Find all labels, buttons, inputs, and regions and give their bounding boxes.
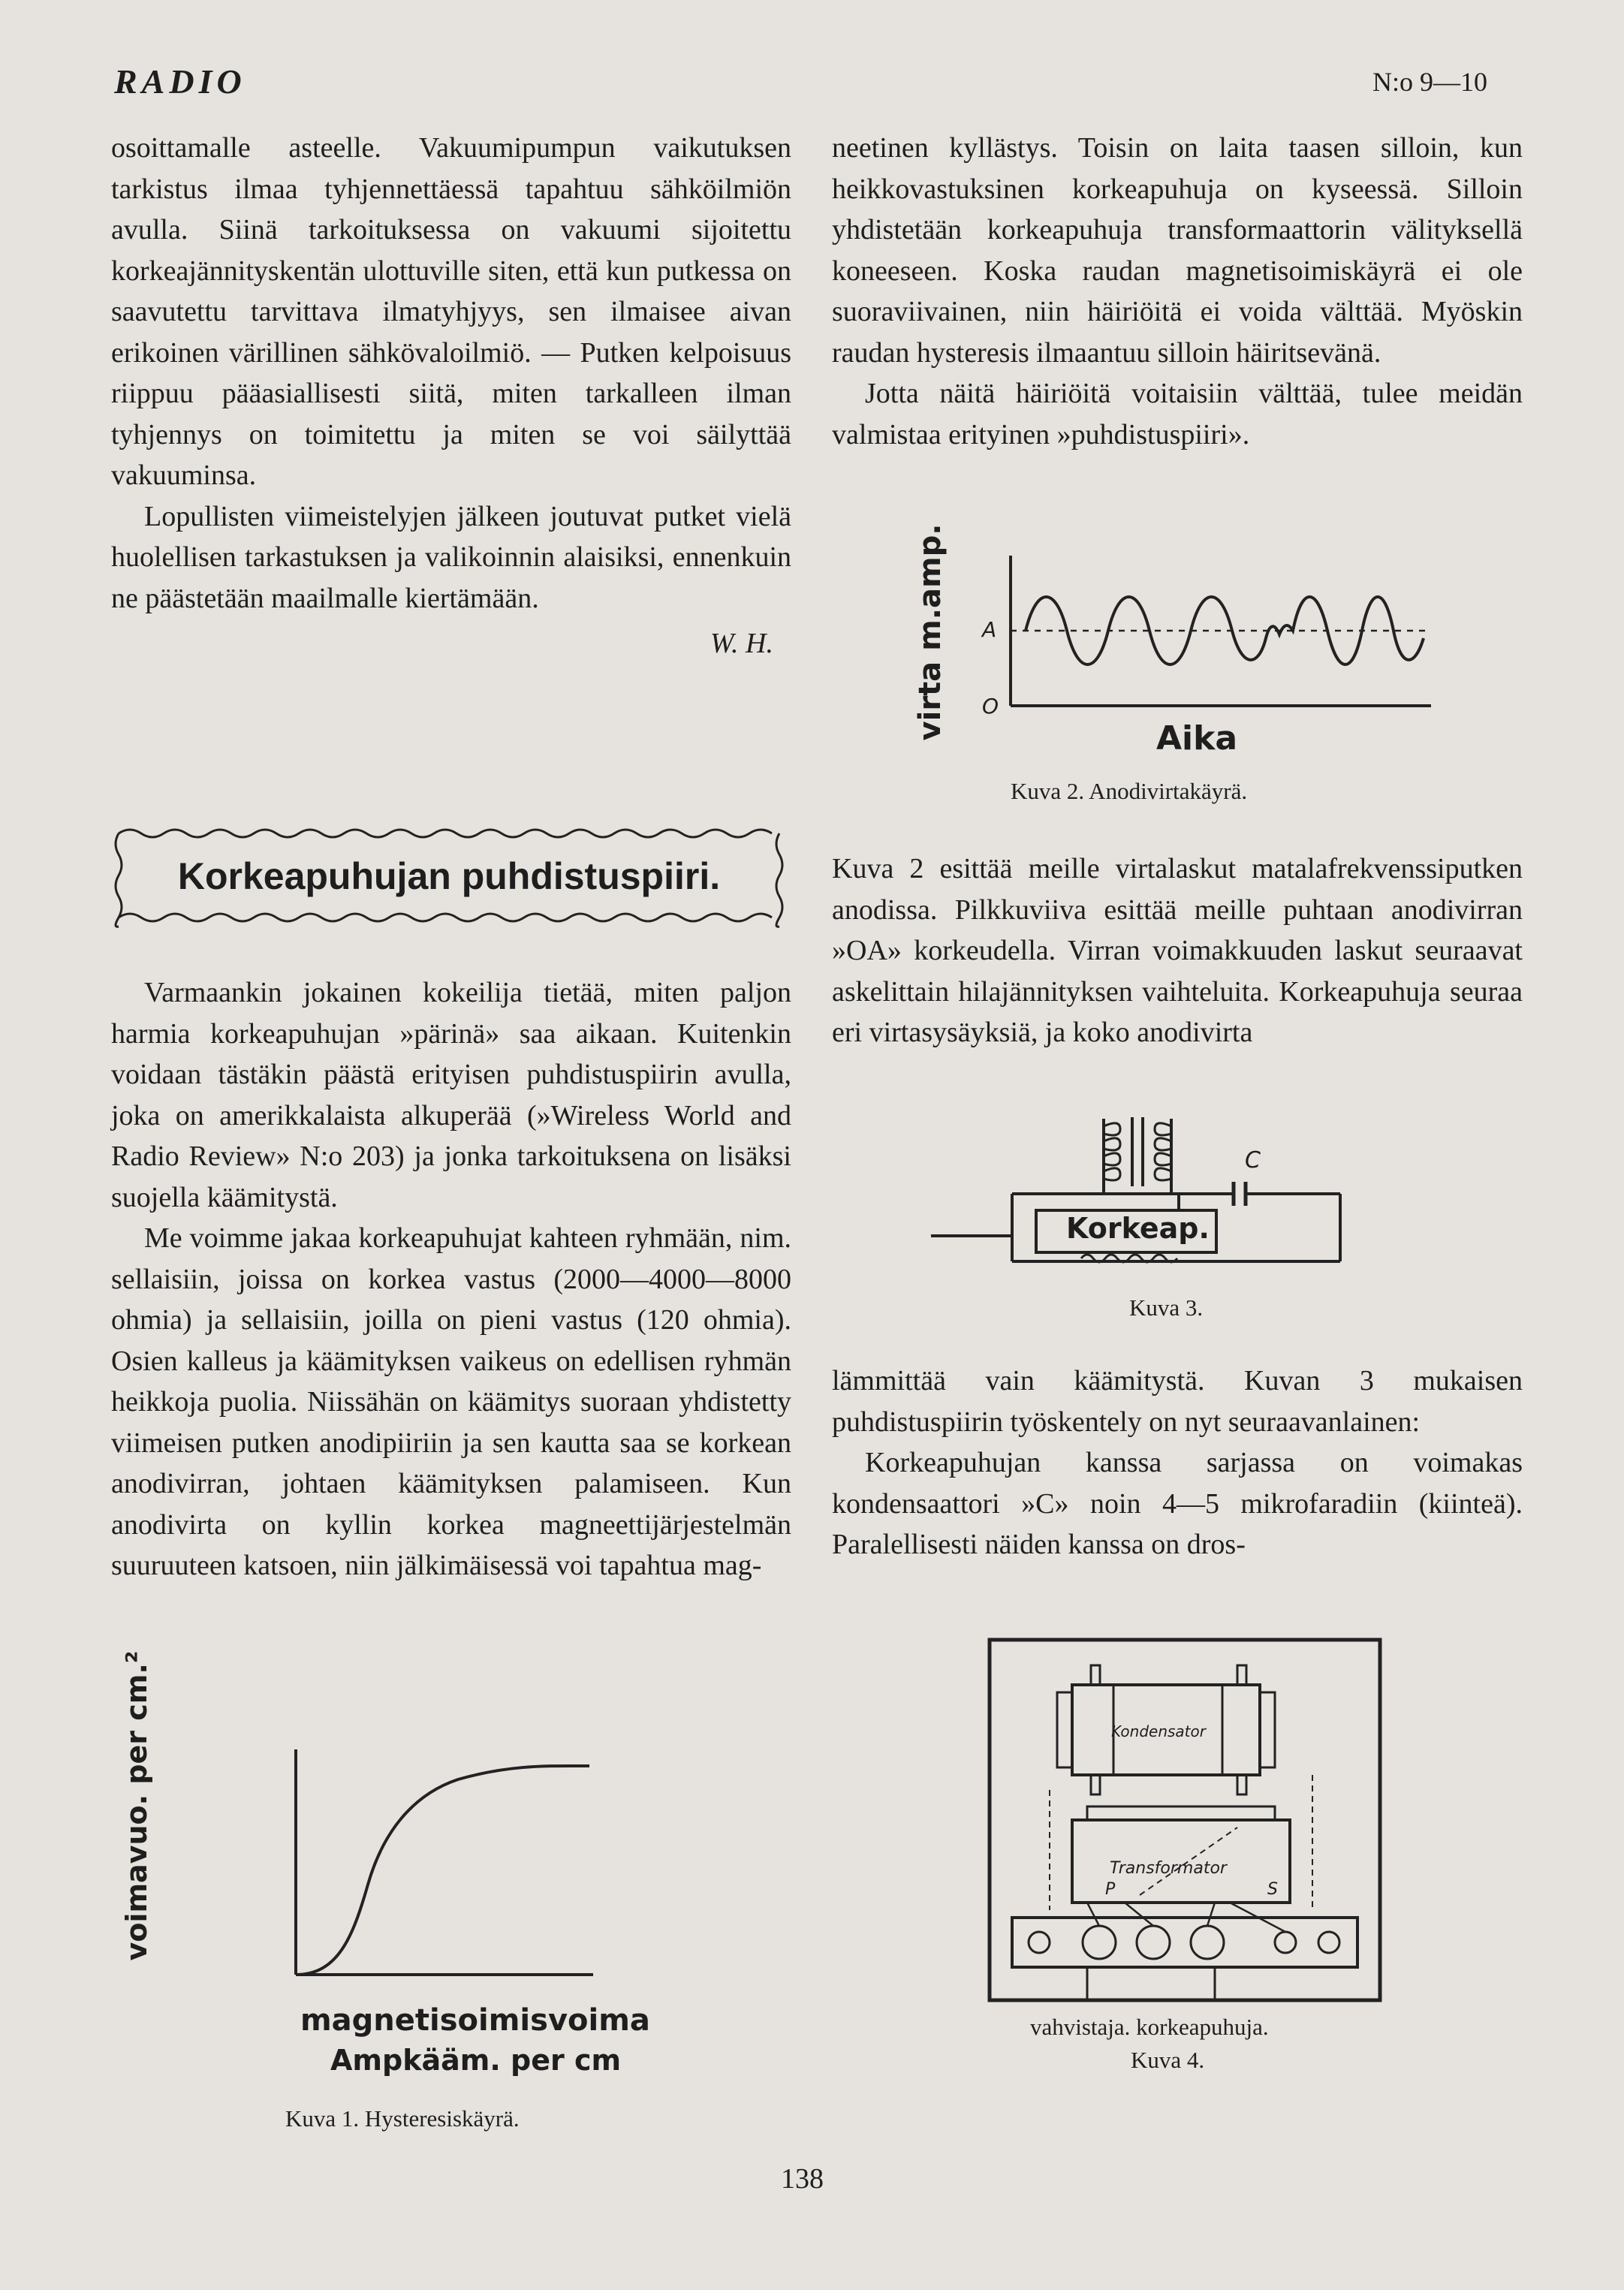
paragraph: osoittamalle asteelle. Vakuumipumpun vaikutuksen tarkistus ilmaa tyhjennettäessä tapahtuu sähköilmiön avulla. Siinä tarkoituksessa on vakuumi sijoitettu korkeajännityskentän ulottuville siten, että kun putkessa on saavutettu tarvittava ilmatyhjyys, sen ilmaisee aivan erikoinen värillinen sähkövaloilmiö. — Putken kelpoisuus riippuu pääasiallisesti siitä, miten tarkalleen ilman tyhjennys on toimitettu ja miten se voi säilyttää vakuuminsa. (111, 132, 791, 491)
hysteresis-plot (285, 1749, 601, 1990)
layout-diagram (990, 1640, 1380, 2000)
left-column-bottom (111, 972, 791, 1586)
paragraph: Me voimme jakaa korkeapuhujat kahteen ryhmään, nim. sellaisiin, joissa on korkea vastus (2000—4000—8000 ohmia) ja sellaisiin, joilla on pieni vastus (120 ohmia). Osien kalleus ja käämityksen vaikeus on edellisen ryhmän heikkoja puolia. Niissähän on käämitys suoraan yhdistetty viimeisen putken anodipiiriin ja sen kautta saa se korkean anodivirran, johtaen käämityksen palamiseen. Kun anodivirta on kyllin korkea magneettijärjestelmän suuruuteen katsoen, niin jälkimäisessä voi tapahtua mag- (111, 1222, 791, 1581)
paragraph: Kuva 2 esittää meille virtalaskut matalafrekvenssiputken anodissa. Pilkkuviiva esittää meille puhtaan anodivirran »OA» korkeudella. Virran voimakkuuden laskut seuraavat askelittain hilajännityksen vaihteluita. Korkeapuhuja seuraa eri virtasysäyksiä, ja koko anodivirta (832, 853, 1523, 1048)
right-column-middle (832, 848, 1523, 1053)
hysteresis-curve (296, 1766, 589, 1975)
terminal-strip (1012, 1918, 1357, 1967)
choke-leads (1104, 1119, 1171, 1194)
choke-coil (1104, 1123, 1120, 1180)
circuit-diagram (931, 1104, 1412, 1276)
figure-4-caption: Kuva 4. (1131, 2047, 1205, 2073)
article-title: Korkeapuhujan puhdistuspiiri. (177, 855, 721, 897)
label-p: P (1105, 1880, 1116, 1899)
mount (1237, 1775, 1246, 1794)
figure-2-caption: Kuva 2. Anodivirtakäyrä. (1011, 778, 1248, 804)
paragraph: Lopullisten viimeistelyjen jälkeen joutuvat putket vielä huolellisen tarkastuksen ja valikoinnin alaisiksi, ennenkuin ne päästetään maailmalle kiertämään. (111, 500, 791, 614)
right-column-top (832, 128, 1523, 455)
label-c: C (1245, 1147, 1261, 1174)
transformer-cap (1087, 1806, 1275, 1820)
terminal (1318, 1932, 1339, 1953)
mount (1091, 1775, 1100, 1794)
issue-number: N:o 9—10 (1372, 67, 1487, 97)
figure-1-x-label-1: magnetisoimisvoima (300, 2003, 650, 2038)
figure-1-y-label: voimavuo. per cm.² (120, 1650, 153, 1961)
paragraph: Jotta näitä häiriöitä voitaisiin välttää, tulee meidän valmistaa erityinen »puhdistuspiiri». (832, 378, 1523, 450)
right-column-bottom (832, 1360, 1523, 1565)
figure-2-y-label: virta m.amp. (913, 523, 948, 741)
terminal (1083, 1926, 1116, 1959)
paragraph: neetinen kyllästys. Toisin on laita taasen silloin, kun heikkovastuksinen korkeapuhuja on kyseessä. Silloin yhdistetään korkeapuhuja transformaattorin välityksellä koneeseen. Koska raudan magnetisoimiskäyrä ei ole suoraviivainen, niin häiriöitä ei voida välttää. Myöskin raudan hysteresis ilmaantuu silloin häiritsevänä. (832, 132, 1523, 369)
mount (1237, 1665, 1246, 1685)
paragraph: Korkeapuhujan kanssa sarjassa on voimakas kondensaattori »C» noin 4—5 mikrofaradiin (kiinteä). Paralellisesti näiden kanssa on dros- (832, 1447, 1523, 1560)
left-column-top (111, 128, 791, 664)
transformer-label: Transformator (1110, 1859, 1227, 1878)
condenser-end (1260, 1692, 1275, 1767)
speaker-label: Korkeap. (1066, 1212, 1210, 1245)
figure-1-caption: Kuva 1. Hysteresiskäyrä. (285, 2105, 520, 2132)
terminal (1191, 1926, 1224, 1959)
label-s: S (1267, 1880, 1278, 1899)
paragraph: lämmittää vain käämitystä. Kuvan 3 mukaisen puhdistuspiirin työskentely on nyt seuraavanlainen: (832, 1365, 1523, 1438)
label-o: O (982, 694, 999, 719)
page-number: 138 (781, 2163, 824, 2195)
signature: W. H. (710, 628, 773, 659)
condenser-end (1057, 1692, 1072, 1767)
magazine-title: RADIO (114, 62, 246, 101)
condenser-label: Kondensator (1111, 1722, 1206, 1740)
anode-current-plot (1003, 556, 1439, 713)
label-a: A (982, 617, 997, 642)
figure-4-bottom-labels: vahvistaja. korkeapuhuja. (1030, 2014, 1269, 2040)
figure-3-caption: Kuva 3. (1129, 1294, 1204, 1321)
mount (1091, 1665, 1100, 1685)
choke-coil (1155, 1123, 1171, 1180)
terminal (1137, 1926, 1170, 1959)
terminal (1029, 1932, 1050, 1953)
paragraph: Varmaankin jokainen kokeilija tietää, miten paljon harmia korkeapuhujan »pärinä» saa aikaan. Kuitenkin voidaan tästäkin päästä erityisen puhdistuspiirin avulla, joka on amerikkalaista alkuperää (»Wireless World and Radio Review» N:o 203) ja jonka tarkoituksena on lisäksi suojella käämitystä. (111, 977, 791, 1213)
article-title-box (111, 824, 787, 927)
figure-2-x-label: Aika (1156, 719, 1238, 758)
terminal (1275, 1932, 1296, 1953)
figure-1-x-label-2: Ampkääm. per cm (330, 2044, 622, 2077)
